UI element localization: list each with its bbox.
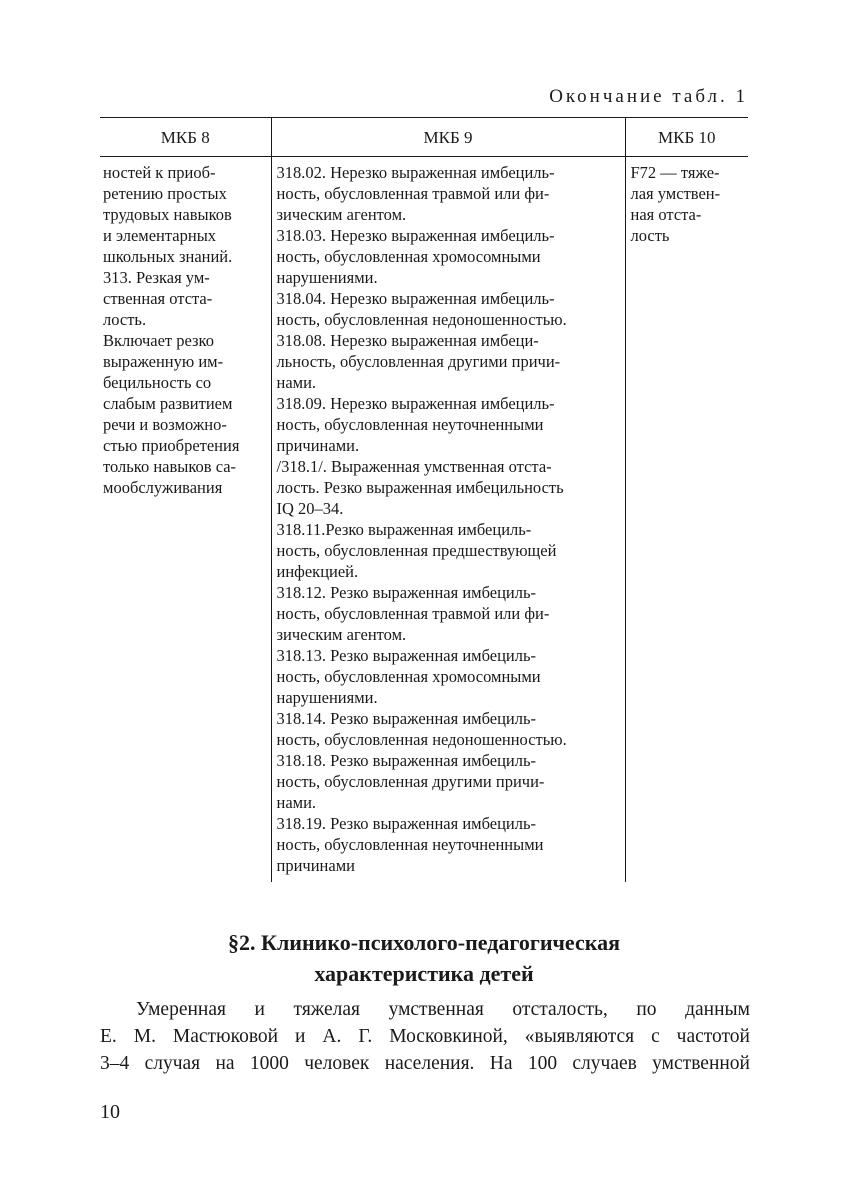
icd9-line: нами. <box>276 373 317 392</box>
icd9-line: ность, обусловленная неуточненными <box>276 835 544 854</box>
table-caption: Окончание табл. 1 <box>549 86 748 107</box>
icd9-line: 318.18. Резко выраженная имбециль- <box>276 751 537 770</box>
icd8-line: ностей к приоб- <box>103 163 216 182</box>
cell-icd8 <box>100 157 271 883</box>
icd9-line: 318.13. Резко выраженная имбециль- <box>276 646 537 665</box>
icd9-line: лость. Резко выраженная имбецильность <box>276 478 564 497</box>
icd10-line: F72 — тяже- <box>630 163 720 182</box>
icd8-line: бецильность со <box>103 373 212 392</box>
section-title-line: §2. Клинико-психолого-педагогическая <box>228 930 620 955</box>
icd9-line: 318.11.Резко выраженная имбециль- <box>276 520 532 539</box>
icd-comparison-table <box>100 117 748 882</box>
page-number: 10 <box>100 1101 120 1123</box>
table-header-row <box>100 118 748 157</box>
icd9-line: ность, обусловленная недоношенностью. <box>276 730 567 749</box>
icd9-line: 318.12. Резко выраженная имбециль- <box>276 583 537 602</box>
paragraph-line: Е. М. Мастюковой и А. Г. Московкиной, «выявляются с частотой <box>100 1026 750 1047</box>
icd9-line: льность, обусловленная другими причи- <box>276 352 561 371</box>
icd9-line: 318.19. Резко выраженная имбециль- <box>276 814 537 833</box>
icd9-line: инфекцией. <box>276 562 359 581</box>
icd9-line: ность, обусловленная хромосомными <box>276 667 541 686</box>
icd10-line: лость <box>630 226 670 245</box>
icd9-line: нарушениями. <box>276 268 378 287</box>
icd9-line: ность, обусловленная травмой или фи- <box>276 604 550 623</box>
icd9-line: /318.1/. Выраженная умственная отста- <box>276 457 552 476</box>
icd10-line: ная отста- <box>630 205 702 224</box>
icd8-line: трудовых навыков <box>103 205 232 224</box>
icd9-line: ность, обусловленная предшествующей <box>276 541 557 560</box>
icd10-line: лая умствен- <box>630 184 721 203</box>
table-row <box>100 157 748 883</box>
icd9-line: 318.04. Нерезко выраженная имбециль- <box>276 289 555 308</box>
header-icd10: МКБ 10 <box>625 118 748 157</box>
icd8-line: лость. <box>103 310 147 329</box>
icd9-line: ность, обусловленная неуточненными <box>276 415 544 434</box>
icd8-line: ственная отста- <box>103 289 213 308</box>
icd9-line: ность, обусловленная хромосомными <box>276 247 541 266</box>
section-title-line: характеристика детей <box>314 961 534 986</box>
icd8-line: Включает резко <box>103 331 214 350</box>
icd8-line: школьных знаний. <box>103 247 233 266</box>
icd9-line: ность, обусловленная травмой или фи- <box>276 184 550 203</box>
icd9-line: 318.14. Резко выраженная имбециль- <box>276 709 537 728</box>
icd8-line: только навыков са- <box>103 457 237 476</box>
cell-icd9 <box>271 157 625 883</box>
paragraph-line: Умеренная и тяжелая умственная отсталость, по данным <box>136 999 750 1020</box>
body-paragraph <box>100 996 750 1077</box>
icd8-line: выраженную им- <box>103 352 224 371</box>
icd8-line: и элементарных <box>103 226 217 245</box>
icd9-line: 318.03. Нерезко выраженная имбециль- <box>276 226 555 245</box>
paragraph-line: 3–4 случая на 1000 человек населения. На 100 случаев умственной <box>100 1053 750 1074</box>
icd9-line: IQ 20–34. <box>276 499 344 518</box>
icd9-line: причинами. <box>276 436 360 455</box>
header-icd9: МКБ 9 <box>271 118 625 157</box>
icd9-line: 318.09. Нерезко выраженная имбециль- <box>276 394 555 413</box>
icd9-line: 318.02. Нерезко выраженная имбециль- <box>276 163 555 182</box>
icd8-line: слабым развитием <box>103 394 233 413</box>
icd9-line: ность, обусловленная недоношенностью. <box>276 310 567 329</box>
icd9-line: зическим агентом. <box>276 205 407 224</box>
icd8-line: стью приобретения <box>103 436 240 455</box>
icd9-line: причинами <box>276 856 355 875</box>
icd9-line: ность, обусловленная другими причи- <box>276 772 545 791</box>
icd8-line: речи и возможно- <box>103 415 227 434</box>
icd9-line: зическим агентом. <box>276 625 407 644</box>
icd9-line: нарушениями. <box>276 688 378 707</box>
cell-icd10 <box>625 157 748 883</box>
icd9-line: 318.08. Нерезко выраженная имбеци- <box>276 331 539 350</box>
icd8-line: мообслуживания <box>103 478 223 497</box>
icd8-line: 313. Резкая ум- <box>103 268 210 287</box>
icd9-line: нами. <box>276 793 317 812</box>
icd8-line: ретению простых <box>103 184 227 203</box>
section-title <box>100 927 748 989</box>
header-icd8: МКБ 8 <box>100 118 271 157</box>
